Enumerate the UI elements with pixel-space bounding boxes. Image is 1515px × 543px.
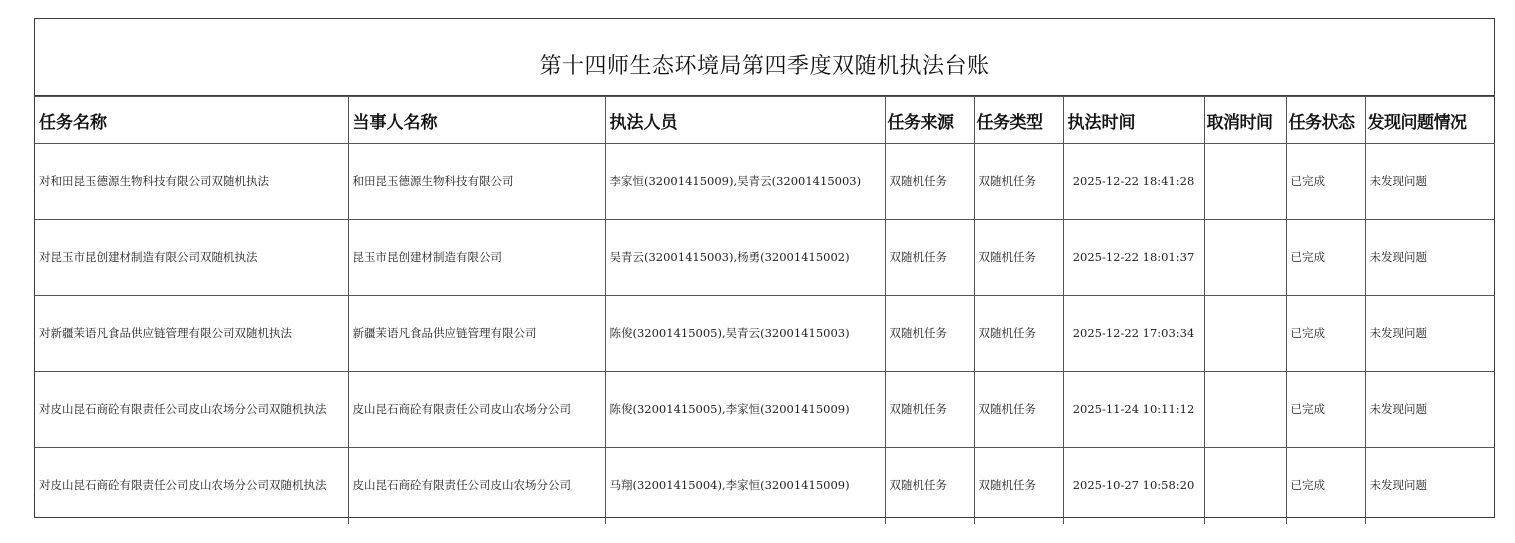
cell-officers: 陈俊(32001415005),李家恒(32001415009) bbox=[605, 372, 885, 448]
cell-findings: 未发现问题 bbox=[1365, 296, 1495, 372]
cell-source: 双随机任务 bbox=[885, 448, 974, 524]
cell-source: 双随机任务 bbox=[885, 144, 974, 220]
cell-task-name: 对皮山昆石商砼有限责任公司皮山农场分公司双随机执法 bbox=[35, 372, 348, 448]
col-header-task-name: 任务名称 bbox=[35, 97, 348, 144]
cell-exec-time: 2025-11-24 10:11:12 bbox=[1063, 372, 1204, 448]
col-header-party: 当事人名称 bbox=[348, 97, 605, 144]
header-row bbox=[35, 97, 1495, 144]
cell-cancel-time bbox=[1204, 372, 1286, 448]
cell-exec-time: 2025-10-27 10:58:20 bbox=[1063, 448, 1204, 524]
cell-party: 和田昆玉德源生物科技有限公司 bbox=[348, 144, 605, 220]
cell-findings: 未发现问题 bbox=[1365, 372, 1495, 448]
cell-cancel-time bbox=[1204, 296, 1286, 372]
page-title: 第十四师生态环境局第四季度双随机执法台账 bbox=[539, 53, 990, 79]
cell-task-name: 对昆玉市昆创建材制造有限公司双随机执法 bbox=[35, 220, 348, 296]
title-row bbox=[35, 19, 1494, 96]
col-header-type: 任务类型 bbox=[974, 97, 1063, 144]
table-row bbox=[35, 220, 1495, 296]
cell-findings: 未发现问题 bbox=[1365, 144, 1495, 220]
col-header-findings: 发现问题情况 bbox=[1365, 97, 1495, 144]
cell-type: 双随机任务 bbox=[974, 144, 1063, 220]
cell-type: 双随机任务 bbox=[974, 448, 1063, 524]
cell-exec-time: 2025-12-22 17:03:34 bbox=[1063, 296, 1204, 372]
col-header-exec-time: 执法时间 bbox=[1063, 97, 1204, 144]
col-header-cancel-time: 取消时间 bbox=[1204, 97, 1286, 144]
cell-status: 已完成 bbox=[1286, 220, 1365, 296]
cell-status: 已完成 bbox=[1286, 144, 1365, 220]
col-header-officers: 执法人员 bbox=[605, 97, 885, 144]
cell-cancel-time bbox=[1204, 448, 1286, 524]
cell-status: 已完成 bbox=[1286, 448, 1365, 524]
table-row bbox=[35, 448, 1495, 524]
cell-status: 已完成 bbox=[1286, 372, 1365, 448]
cell-source: 双随机任务 bbox=[885, 220, 974, 296]
cell-status: 已完成 bbox=[1286, 296, 1365, 372]
cell-findings: 未发现问题 bbox=[1365, 220, 1495, 296]
cell-cancel-time bbox=[1204, 144, 1286, 220]
cell-source: 双随机任务 bbox=[885, 372, 974, 448]
cell-type: 双随机任务 bbox=[974, 372, 1063, 448]
cell-source: 双随机任务 bbox=[885, 296, 974, 372]
cell-type: 双随机任务 bbox=[974, 296, 1063, 372]
cell-party: 昆玉市昆创建材制造有限公司 bbox=[348, 220, 605, 296]
cell-exec-time: 2025-12-22 18:41:28 bbox=[1063, 144, 1204, 220]
table-row bbox=[35, 144, 1495, 220]
cell-task-name: 对皮山昆石商砼有限责任公司皮山农场分公司双随机执法 bbox=[35, 448, 348, 524]
col-header-source: 任务来源 bbox=[885, 97, 974, 144]
cell-party: 新疆茉语凡食品供应链管理有限公司 bbox=[348, 296, 605, 372]
cell-officers: 李家恒(32001415009),吴青云(32001415003) bbox=[605, 144, 885, 220]
ledger-sheet bbox=[34, 18, 1495, 518]
cell-task-name: 对和田昆玉德源生物科技有限公司双随机执法 bbox=[35, 144, 348, 220]
table-row bbox=[35, 372, 1495, 448]
cell-findings: 未发现问题 bbox=[1365, 448, 1495, 524]
col-header-status: 任务状态 bbox=[1286, 97, 1365, 144]
cell-cancel-time bbox=[1204, 220, 1286, 296]
cell-officers: 陈俊(32001415005),吴青云(32001415003) bbox=[605, 296, 885, 372]
cell-party: 皮山昆石商砼有限责任公司皮山农场分公司 bbox=[348, 448, 605, 524]
cell-officers: 吴青云(32001415003),杨勇(32001415002) bbox=[605, 220, 885, 296]
cell-officers: 马翔(32001415004),李家恒(32001415009) bbox=[605, 448, 885, 524]
cell-party: 皮山昆石商砼有限责任公司皮山农场分公司 bbox=[348, 372, 605, 448]
table-row bbox=[35, 296, 1495, 372]
cell-task-name: 对新疆茉语凡食品供应链管理有限公司双随机执法 bbox=[35, 296, 348, 372]
cell-type: 双随机任务 bbox=[974, 220, 1063, 296]
ledger-table bbox=[35, 96, 1495, 524]
cell-exec-time: 2025-12-22 18:01:37 bbox=[1063, 220, 1204, 296]
